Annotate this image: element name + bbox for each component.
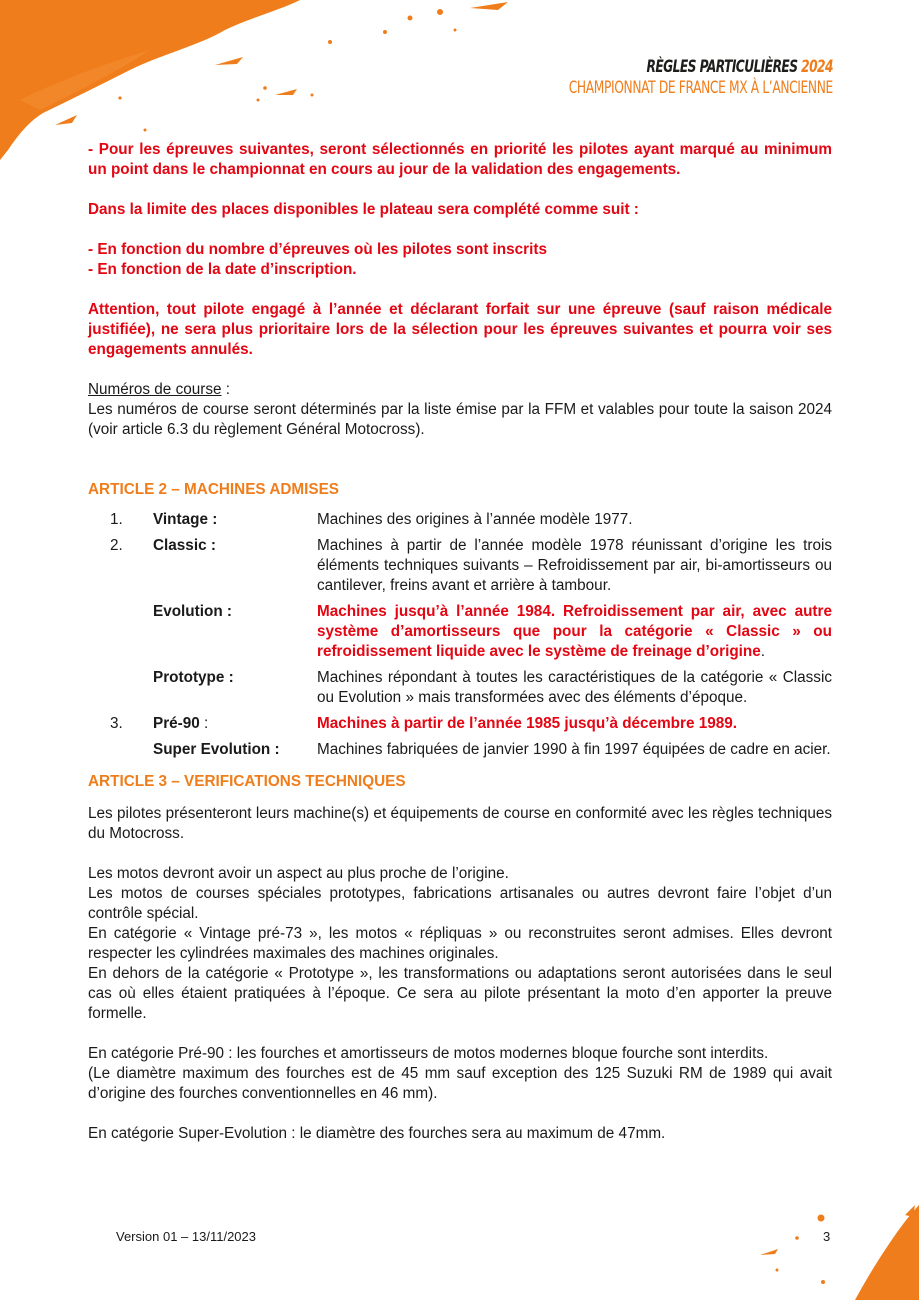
- article-2-heading: ARTICLE 2 – MACHINES ADMISES: [88, 481, 340, 498]
- header-subtitle: CHAMPIONNAT DE FRANCE MX À L’ANCIENNE: [568, 78, 833, 98]
- category-label: Vintage :: [153, 511, 218, 528]
- article-3-line: (Le diamètre maximum des fourches est de 45 mm sauf exception des 125 Suzuki RM de 1989 qui avait d’origine des fourches conventionnelles en 46 mm).: [88, 1065, 832, 1102]
- document-header: [466, 57, 833, 99]
- header-title-text: RÈGLES PARTICULIÈRES: [646, 57, 798, 77]
- category-description: Machines répondant à toutes les caractéristiques de la catégorie « Classic ou Evolution » mais transformées avec des éléments d’époque.: [317, 669, 832, 706]
- article-3-line: Les motos de courses spéciales prototypes, fabrications artisanales ou autres devront faire l’objet d’un contrôle spécial.: [88, 885, 832, 922]
- category-description: [317, 602, 832, 668]
- article-3-line: En catégorie « Vintage pré-73 », les motos « répliquas » ou reconstruites seront admises. Elles devront respecter les cylindrées maximales des machines originales.: [88, 925, 832, 962]
- row-number: 1.: [110, 511, 123, 528]
- race-numbers-colon: :: [221, 381, 230, 398]
- category-description: Machines des origines à l’année modèle 1977.: [317, 511, 633, 528]
- evolution-description-text: Machines jusqu’à l’année 1984. Refroidissement par air, avec autre système d’amortisseurs que pour la catégorie « Classic » ou refroidissement liquide avec le système de freinage d’origine: [317, 603, 832, 660]
- machines-table: [88, 510, 832, 766]
- article-3-line: En catégorie Pré-90 : les fourches et amortisseurs de motos modernes bloque fourche sont interdits.: [88, 1045, 769, 1062]
- category-label-text: Pré-90: [153, 715, 200, 732]
- criteria-item: - En fonction du nombre d’épreuves où les pilotes sont inscrits: [88, 241, 547, 258]
- header-title: [569, 57, 833, 77]
- page-number: 3: [823, 1229, 831, 1244]
- category-description: Machines à partir de l’année 1985 jusqu’à décembre 1989.: [317, 715, 738, 732]
- footer-version: Version 01 – 13/11/2023: [116, 1229, 256, 1244]
- attention-paragraph: Attention, tout pilote engagé à l’année et déclarant forfait sur une épreuve (sauf raison médicale justifiée), ne sera plus prioritaire lors de la sélection pour les épreuves suivantes et pourra voir ses engagements annulés.: [88, 301, 832, 358]
- category-label: [153, 714, 317, 740]
- criteria-item: - En fonction de la date d’inscription.: [88, 261, 357, 278]
- machine-row: [88, 740, 832, 766]
- category-label: Prototype :: [153, 669, 234, 686]
- machine-row: [88, 602, 832, 668]
- machine-row: [88, 510, 832, 536]
- machine-row: [88, 668, 832, 714]
- article-3-heading: ARTICLE 3 – VERIFICATIONS TECHNIQUES: [88, 773, 406, 790]
- category-label: Classic :: [153, 537, 216, 554]
- race-numbers-heading: [88, 380, 832, 400]
- category-label-suffix: :: [199, 715, 209, 732]
- category-label: Super Evolution :: [153, 741, 280, 758]
- page-content: [88, 140, 832, 1144]
- article-3-line: Les motos devront avoir un aspect au plus proche de l’origine.: [88, 865, 509, 882]
- category-description: Machines à partir de l’année modèle 1978 réunissant d’origine les trois éléments techniques suivants – Refroidissement par air, bi-amortisseurs ou cantilever, freins avant et arrière à tambour.: [317, 537, 832, 594]
- orange-paint-splash-bottom-right: [755, 1200, 919, 1300]
- machine-row: [88, 536, 832, 602]
- machine-row: [88, 714, 832, 740]
- row-number: [88, 602, 153, 668]
- header-year: 2024: [801, 57, 833, 77]
- article-3-paragraph: En catégorie Super-Evolution : le diamètre des fourches sera au maximum de 47mm.: [88, 1125, 666, 1142]
- row-number: 3.: [110, 715, 123, 732]
- row-number: [88, 668, 153, 714]
- category-label: Evolution :: [153, 603, 233, 620]
- priority-paragraph: - Pour les épreuves suivantes, seront sélectionnés en priorité les pilotes ayant marqué au minimum un point dans le championnat en cours au jour de la validation des engagements.: [88, 141, 832, 178]
- race-numbers-heading-text: Numéros de course: [88, 381, 222, 398]
- evolution-description-end: .: [760, 643, 766, 660]
- row-number: 2.: [110, 537, 123, 554]
- article-3-line: En dehors de la catégorie « Prototype », les transformations ou adaptations seront autorisées dans le seul cas où elles étaient pratiquées à l’époque. Ce sera au pilote présentant la moto d’en apporter la preuve formelle.: [88, 965, 832, 1022]
- article-3-paragraph: Les pilotes présenteront leurs machine(s) et équipements de course en conformité avec les règles techniques du Motocross.: [88, 805, 832, 842]
- limit-paragraph: Dans la limite des places disponibles le plateau sera complété comme suit :: [88, 201, 639, 218]
- row-number: [88, 740, 153, 766]
- race-numbers-text: Les numéros de course seront déterminés par la liste émise par la FFM et valables pour toute la saison 2024 (voir article 6.3 du règlement Général Motocross).: [88, 401, 832, 438]
- category-description: Machines fabriquées de janvier 1990 à fin 1997 équipées de cadre en acier.: [317, 741, 831, 758]
